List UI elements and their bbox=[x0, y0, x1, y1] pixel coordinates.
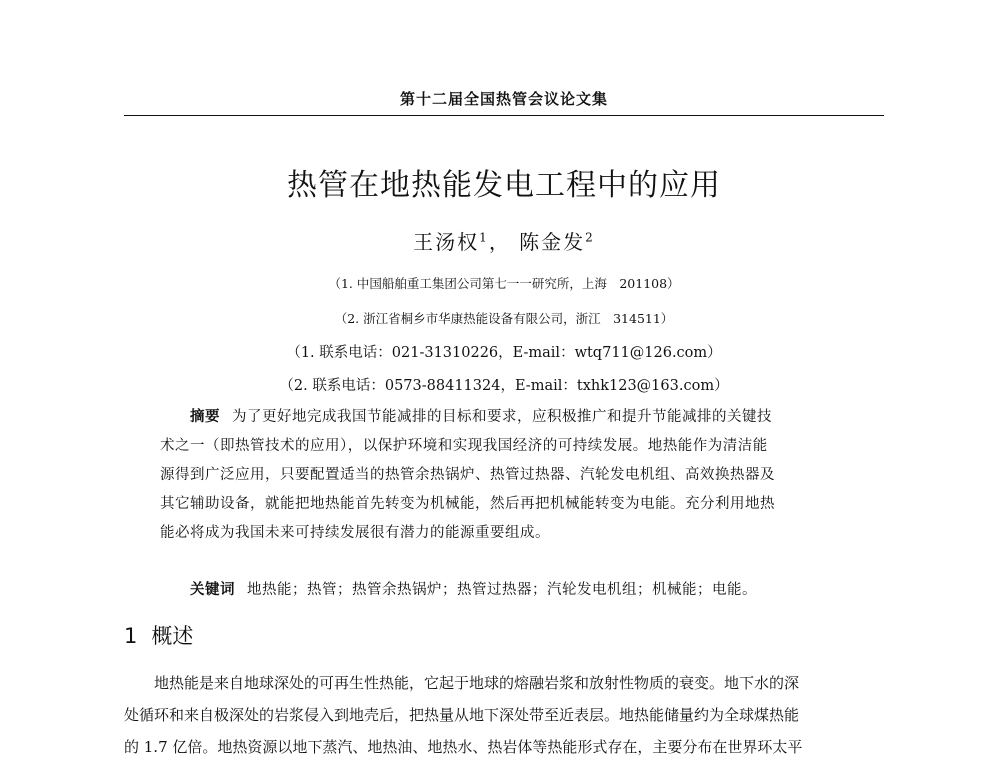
abstract-line: 能必将成为我国未来可持续发展很有潜力的能源重要组成。 bbox=[160, 525, 550, 541]
contact-info: （1. 联系电话：021-31310226，E-mail：wtq711@126.com） bbox=[286, 345, 722, 361]
body-line: 的 1.7 亿倍。地热资源以地下蒸汽、地热油、地热水、热岩体等热能形式存在，主要分布在世界环太平 bbox=[124, 738, 803, 756]
author-name: 陈金发 bbox=[519, 230, 586, 254]
section-heading bbox=[124, 620, 193, 650]
affiliation: （2. 浙江省桐乡市华康热能设备有限公司，浙江 314511） bbox=[334, 311, 674, 326]
author-affiliation-mark: 1 bbox=[479, 230, 489, 245]
contact-info: （2. 联系电话：0573-88411324，E-mail：txhk123@163.com） bbox=[279, 378, 729, 394]
section-number: 1 bbox=[124, 624, 138, 648]
author-name: 王汤权 bbox=[413, 230, 480, 254]
body-line: 地热能是来自地球深处的可再生性热能，它起于地球的熔融岩浆和放射性物质的衰变。地下水的深 bbox=[154, 674, 800, 692]
body-line: 处循环和来自极深处的岩浆侵入到地壳后，把热量从地下深处带至近表层。地热能储量约为全球煤热能 bbox=[124, 706, 800, 724]
abstract bbox=[160, 403, 850, 548]
abstract-line: 源得到广泛应用，只要配置适当的热管余热锅炉、热管过热器、汽轮发电机组、高效换热器及 bbox=[160, 467, 775, 483]
keywords bbox=[190, 578, 850, 599]
keywords-text: 地热能；热管；热管余热锅炉；热管过热器；汽轮发电机组；机械能；电能。 bbox=[247, 582, 757, 598]
author-list bbox=[124, 226, 884, 255]
abstract-text: 为了更好地完成我国节能减排的目标和要求，应积极推广和提升节能减排的关键技 bbox=[232, 409, 772, 425]
abstract-line: 术之一（即热管技术的应用），以保护环境和实现我国经济的可持续发展。地热能作为清洁能 bbox=[160, 438, 768, 454]
paper-title: 热管在地热能发电工程中的应用 bbox=[287, 168, 721, 203]
abstract-line: 其它辅助设备，就能把地热能首先转变为机械能，然后再把机械能转变为电能。充分利用地热 bbox=[160, 496, 775, 512]
header-rule bbox=[124, 115, 884, 116]
author-affiliation-mark: 2 bbox=[585, 230, 595, 245]
keywords-label: 关键词 bbox=[190, 582, 235, 598]
section-body bbox=[124, 667, 886, 763]
abstract-line bbox=[160, 403, 850, 432]
section-title: 概述 bbox=[151, 624, 194, 648]
author-separator: ， bbox=[488, 230, 511, 254]
running-header: 第十二届全国热管会议论文集 bbox=[399, 90, 608, 108]
affiliation: （1. 中国船舶重工集团公司第七一一研究所，上海 201108） bbox=[328, 276, 680, 291]
abstract-label: 摘要 bbox=[190, 409, 220, 425]
